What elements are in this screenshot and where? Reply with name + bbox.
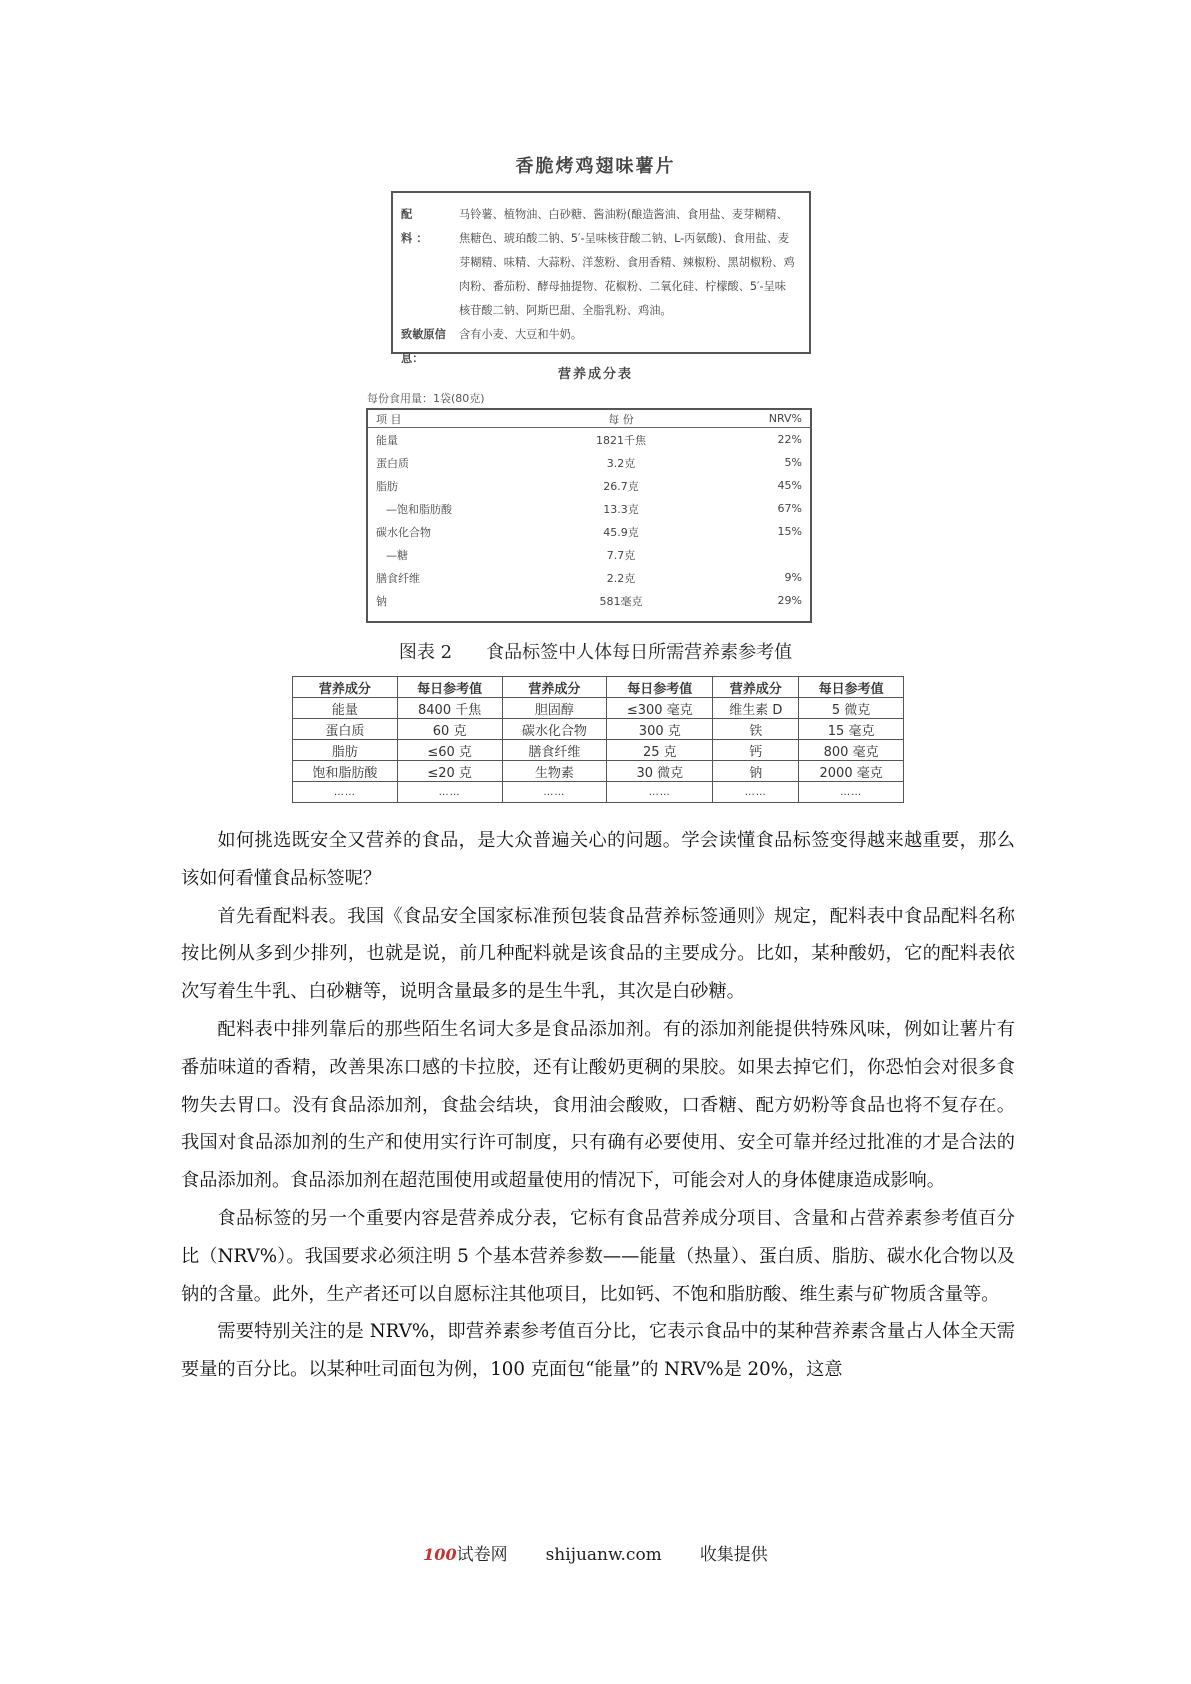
nutrient-name: 钠 [376,594,387,608]
ref-cell: 60 克 [397,719,502,740]
nutrition-row [368,474,810,497]
nutrient-name: —饱和脂肪酸 [386,502,452,516]
nutrient-nrv: 22% [777,433,802,446]
allergen-text: 含有小麦、大豆和牛奶。 [459,328,583,341]
ref-cell: 能量 [293,698,398,719]
paragraph: 配料表中排列靠后的那些陌生名词大多是食品添加剂。有的添加剂能提供特殊风味，例如让薯片有番茄味道的香精，改善果冻口感的卡拉胶，还有让酸奶更稠的果胶。如果去掉它们，你恐怕会对很多食物失去胃口。没有食品添加剂，食盐会结块，食用油会酸败，口香糖、配方奶粉等食品也将不复存在。我国对食品添加剂的生产和使用实行许可制度，只有确有必要使用、安全可靠并经过批准的才是合法的食品添加剂。食品添加剂在超范围使用或超量使用的情况下，可能会对人的身体健康造成影响。 [181,1018,1015,1192]
article-body [181,822,1015,1389]
ref-row [293,761,904,782]
ref-cell: 300 克 [607,719,713,740]
nutrient-amount: 26.7克 [603,479,639,493]
paragraph: 食品标签的另一个重要内容是营养成分表，它标有食品营养成分项目、含量和占营养素参考值百分比（NRV%）。我国要求必须注明 5 个基本营养参数——能量（热量）、蛋白质、脂肪、碳水化合物以及钠的含量。此外，生产者还可以自愿标注其他项目，比如钙、不饱和脂肪酸、维生素与矿物质含量等。 [181,1207,1015,1305]
caption-label: 图表 2 [398,642,453,663]
nutrient-amount: 7.7克 [606,548,636,562]
nutrient-name: 能量 [376,433,398,447]
nutrition-header: NRV% [768,412,802,425]
ref-cell: 钙 [713,740,799,761]
ref-cell: 蛋白质 [293,719,398,740]
ref-cell: ≤20 克 [397,761,502,782]
nutrient-name: 碳水化合物 [376,525,431,539]
ref-cell: 5 微克 [799,698,904,719]
serving-size: 每份食用量：1袋(80克) [367,392,485,405]
ref-cell: 25 克 [607,740,713,761]
ref-header-row [293,677,904,698]
ref-header: 每日参考值 [799,677,904,698]
ref-cell: 胆固醇 [502,698,607,719]
nutrition-header-row [368,410,810,428]
nutrient-name: 膳食纤维 [376,571,420,585]
site-logo: 100 [423,1545,457,1564]
nutrition-row [368,543,810,566]
reference-values-table [292,676,904,803]
paragraph: 如何挑选既安全又营养的食品，是大众普遍关心的问题。学会读懂食品标签变得越来越重要，那么该如何看懂食品标签呢？ [181,830,1015,889]
ref-cell: …… [397,782,502,803]
nutrition-row [368,451,810,474]
ingredients-key: 配 料： [401,208,432,245]
nutrient-amount: 13.3克 [603,502,639,516]
page-footer [0,1540,1191,1565]
ref-cell: 8400 千焦 [397,698,502,719]
nutrient-nrv: 15% [777,525,802,538]
nutrition-table [366,408,812,623]
ref-cell: 维生素 D [713,698,799,719]
nutrient-amount: 45.9克 [603,525,639,539]
ref-cell: 生物素 [502,761,607,782]
nutrition-header: 项 目 [376,412,402,426]
ref-header: 营养成分 [713,677,799,698]
nutrition-row [368,428,810,451]
nutrition-header: 每 份 [608,412,634,426]
ref-cell: 饱和脂肪酸 [293,761,398,782]
nutrient-amount: 3.2克 [606,456,636,470]
footer-note: 收集提供 [699,1545,768,1565]
ref-cell: …… [293,782,398,803]
ref-cell: …… [713,782,799,803]
nutrient-nrv: 45% [777,479,802,492]
ref-row [293,719,904,740]
ref-cell: …… [607,782,713,803]
ingredients-box [391,191,811,365]
caption-text: 食品标签中人体每日所需营养素参考值 [486,642,793,663]
nutrient-name: 脂肪 [376,479,398,493]
ref-header: 营养成分 [502,677,607,698]
nutrition-row [368,520,810,543]
nutrient-nrv: 29% [777,594,802,607]
nutrient-amount: 581毫克 [599,594,643,608]
ref-row [293,740,904,761]
nutrient-amount: 1821千焦 [596,433,646,447]
paragraph: 首先看配料表。我国《食品安全国家标准预包装食品营养标签通则》规定，配料表中食品配料名称按比例从多到少排列，也就是说，前几种配料就是该食品的主要成分。比如，某种酸奶，它的配料表依次写着生牛乳、白砂糖等，说明含量最多的是生牛乳，其次是白砂糖。 [181,905,1015,1003]
ref-cell: 30 微克 [607,761,713,782]
nutrient-nrv: 67% [777,502,802,515]
ref-cell: 15 毫克 [799,719,904,740]
ref-cell: 800 毫克 [799,740,904,761]
ref-cell: 碳水化合物 [502,719,607,740]
ingredients-row [401,203,797,323]
nutrition-title: 营养成分表 [557,367,633,382]
nutrient-nrv: 9% [784,571,802,584]
nutrition-row [368,497,810,520]
ref-cell: 脂肪 [293,740,398,761]
ref-cell: ≤300 毫克 [607,698,713,719]
ref-row [293,698,904,719]
ref-cell: 膳食纤维 [502,740,607,761]
ref-header: 每日参考值 [607,677,713,698]
nutrition-row [368,566,810,589]
nutrient-nrv: 5% [784,456,802,469]
ref-cell: 2000 毫克 [799,761,904,782]
ref-header: 营养成分 [293,677,398,698]
paragraph: 需要特别关注的是 NRV%，即营养素参考值百分比，它表示食品中的某种营养素含量占人体全天需要量的百分比。以某种吐司面包为例，100 克面包“能量”的 NRV%是 20%，这意 [181,1321,1015,1381]
ref-cell: ≤60 克 [397,740,502,761]
figure-caption [0,638,1191,664]
ref-cell: …… [799,782,904,803]
label-title: 香脆烤鸡翅味薯片 [515,156,676,177]
nutrient-amount: 2.2克 [606,571,636,585]
ref-cell: …… [502,782,607,803]
allergen-key: 致敏原信息： [401,328,446,365]
nutrition-row [368,589,810,612]
nutrient-name: 蛋白质 [376,456,409,470]
site-name: 试卷网 [456,1545,508,1565]
ingredients-text: 马铃薯、植物油、白砂糖、酱油粉(酿造酱油、食用盐、麦芽糊精、焦糖色、琥珀酸二钠、5′-呈味核苷酸二钠、L-丙氨酸)、食用盐、麦芽糊精、味精、大蒜粉、洋葱粉、食用香精、辣椒粉、黑胡椒粉、鸡肉粉、番茄粉、酵母抽提物、花椒粉、二氧化硅、柠檬酸、5′-呈味核苷酸二钠、阿斯巴甜、全脂乳粉、鸡油。 [459,208,795,317]
ref-cell: 铁 [713,719,799,740]
site-domain: shijuanw.com [545,1545,662,1565]
ref-header: 每日参考值 [397,677,502,698]
ref-cell: 钠 [713,761,799,782]
nutrient-name: —糖 [386,548,408,562]
ref-row [293,782,904,803]
